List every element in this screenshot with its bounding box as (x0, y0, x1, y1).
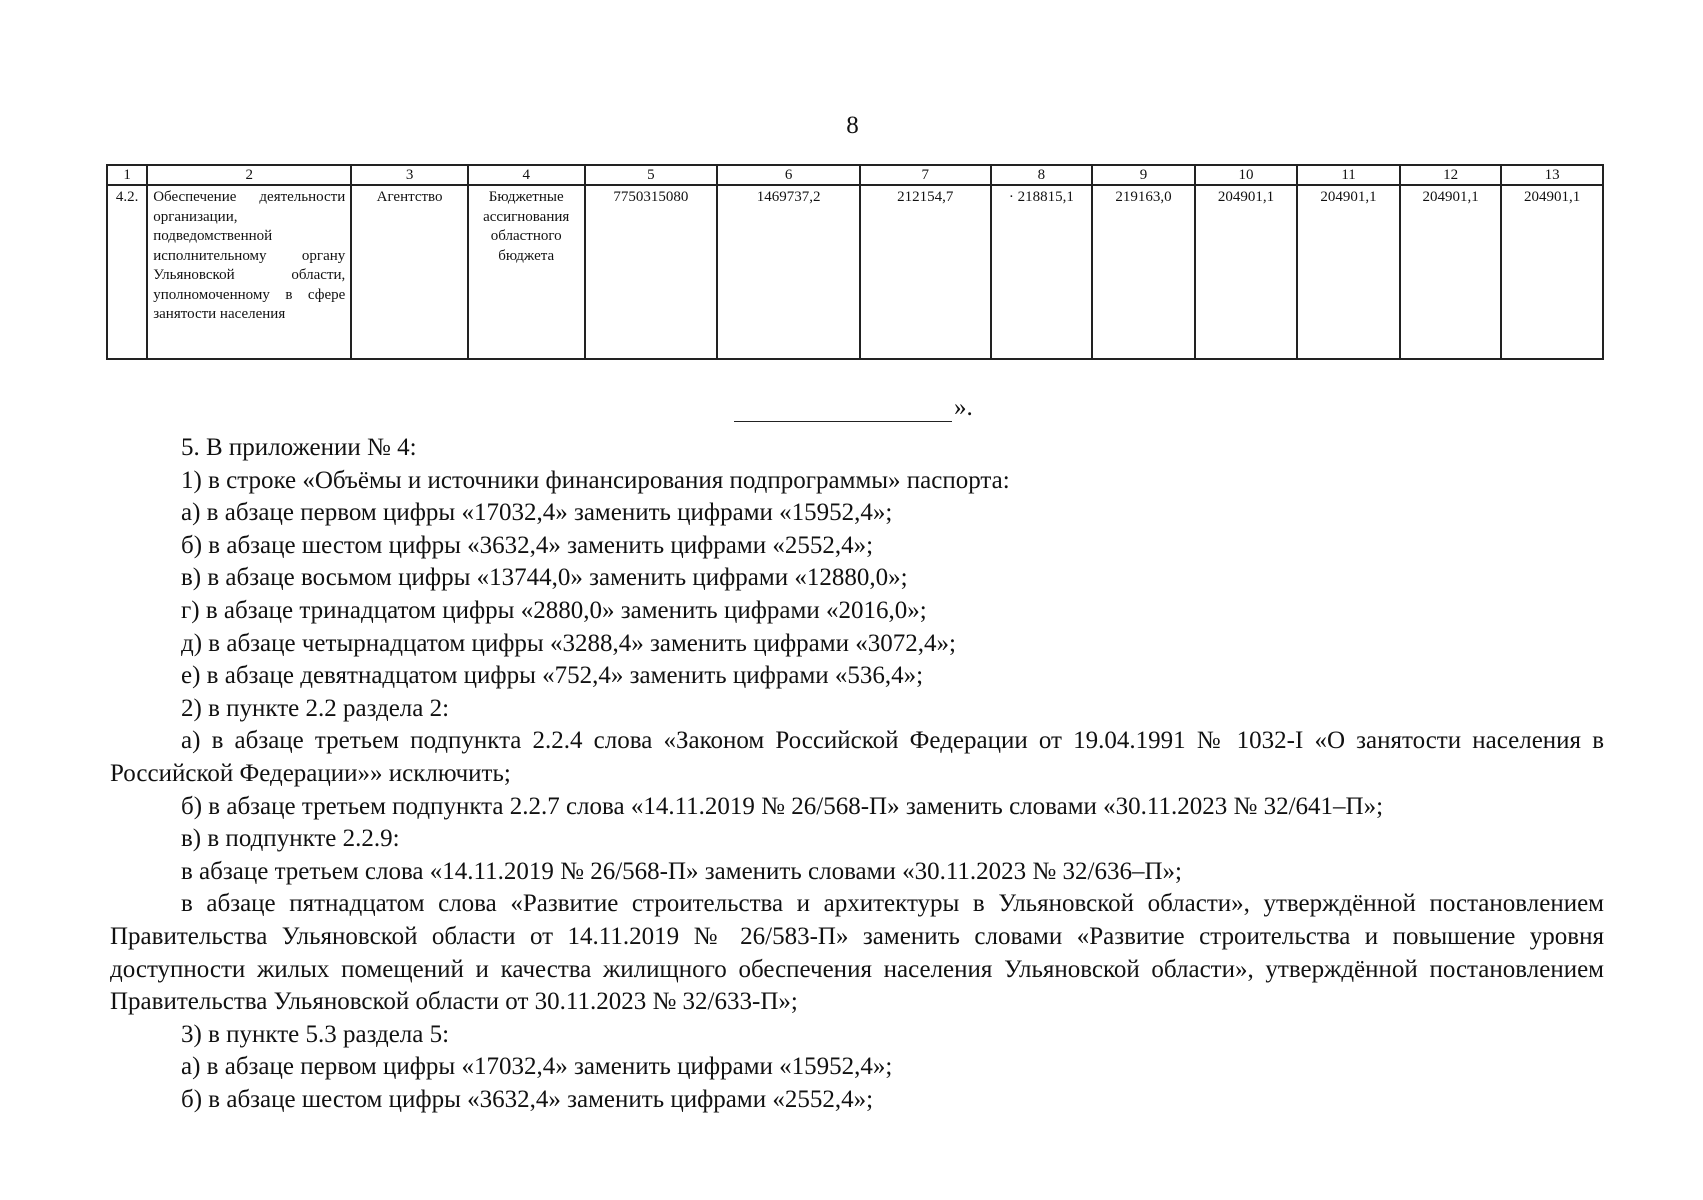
paragraph: б) в абзаце шестом цифры «3632,4» заменить цифрами «2552,4»; (181, 531, 874, 559)
table-header-cell: 3 (351, 165, 468, 185)
paragraph: б) в абзаце третьем подпункта 2.2.7 слова «14.11.2019 № 26/568-П» заменить словами «30.11.2023 № 32/641–П»; (181, 792, 1384, 820)
year-amount: 204901,1 (1501, 185, 1603, 359)
table-row (107, 185, 1603, 359)
signature-rule (734, 399, 952, 422)
paragraph: 3) в пункте 5.3 раздела 5: (181, 1020, 450, 1048)
paragraph: д) в абзаце четырнадцатом цифры «3288,4» заменить цифрами «3072,4»; (181, 629, 956, 657)
table-header-cell: 5 (585, 165, 718, 185)
table-header-cell: 7 (860, 165, 991, 185)
paragraph: 1) в строке «Объёмы и источники финансирования подпрограммы» паспорта: (181, 466, 1010, 494)
paragraph: в) в абзаце восьмом цифры «13744,0» заменить цифрами «12880,0»; (181, 564, 908, 592)
funding-source: Бюджетные ассигнования областного бюджета (468, 185, 585, 359)
closing-quote-text: ». (954, 394, 973, 421)
year-amount: 219163,0 (1092, 185, 1195, 359)
paragraph: е) в абзаце девятнадцатом цифры «752,4» заменить цифрами «536,4»; (181, 662, 924, 690)
paragraph: б) в абзаце шестом цифры «3632,4» заменить цифрами «2552,4»; (181, 1085, 874, 1113)
table-header-cell: 1 (107, 165, 147, 185)
responsible-agency: Агентство (351, 185, 468, 359)
activity-name: Обеспечение деятельности организации, подведомственной исполнительному органу Ульяновской области, уполномоченному в сфере занятости населения (147, 185, 351, 359)
page-number-text: 8 (846, 112, 859, 139)
paragraph: г) в абзаце тринадцатом цифры «2880,0» заменить цифрами «2016,0»; (181, 596, 927, 624)
year-amount: · 218815,1 (991, 185, 1093, 359)
table-header-cell: 12 (1400, 165, 1502, 185)
paragraph: а) в абзаце первом цифры «17032,4» заменить цифрами «15952,4»; (181, 1053, 893, 1081)
financing-table (106, 164, 1604, 360)
year-amount: 204901,1 (1195, 185, 1298, 359)
paragraph: в абзаце пятнадцатом слова «Развитие строительства и архитектуры в Ульяновской области», утверждённой постановлением Правительства Ульяновской области от 14.11.2019 № 26/583-П» заменить словами «Развитие строительства и повышение уровня доступности жилых помещений и качества жилищного обеспечения населения Ульяновской области», утверждённой постановлением Правительства Ульяновской области от 30.11.2023 № 32/633-П»; (110, 890, 1604, 1016)
page-number (0, 112, 1703, 140)
document-body (110, 432, 1604, 1116)
table-header-cell: 10 (1195, 165, 1298, 185)
table-header-cell: 4 (468, 165, 585, 185)
paragraph: а) в абзаце третьем подпункта 2.2.4 слова «Законом Российской Федерации от 19.04.1991 № 1032-I «О занятости населения в Российской Федерации»» исключить; (110, 727, 1604, 787)
paragraph: 2) в пункте 2.2 раздела 2: (181, 694, 450, 722)
table-header-cell: 13 (1501, 165, 1603, 185)
table-header-cell: 6 (717, 165, 860, 185)
paragraph: 5. В приложении № 4: (181, 434, 417, 461)
table-header-cell: 2 (147, 165, 351, 185)
table-header-cell: 9 (1092, 165, 1195, 185)
year-amount: 212154,7 (860, 185, 991, 359)
year-amount: 204901,1 (1400, 185, 1502, 359)
paragraph: а) в абзаце первом цифры «17032,4» заменить цифрами «15952,4»; (181, 499, 893, 527)
paragraph: в абзаце третьем слова «14.11.2019 № 26/568-П» заменить словами «30.11.2023 № 32/636–П»; (181, 857, 1182, 885)
table-header-cell: 8 (991, 165, 1093, 185)
row-number: 4.2. (107, 185, 147, 359)
year-amount: 204901,1 (1297, 185, 1400, 359)
table-header-row (107, 165, 1603, 185)
table-header-cell: 11 (1297, 165, 1400, 185)
budget-code: 7750315080 (585, 185, 718, 359)
closing-quote (734, 394, 973, 422)
paragraph: в) в подпункте 2.2.9: (181, 825, 400, 853)
total-amount: 1469737,2 (717, 185, 860, 359)
